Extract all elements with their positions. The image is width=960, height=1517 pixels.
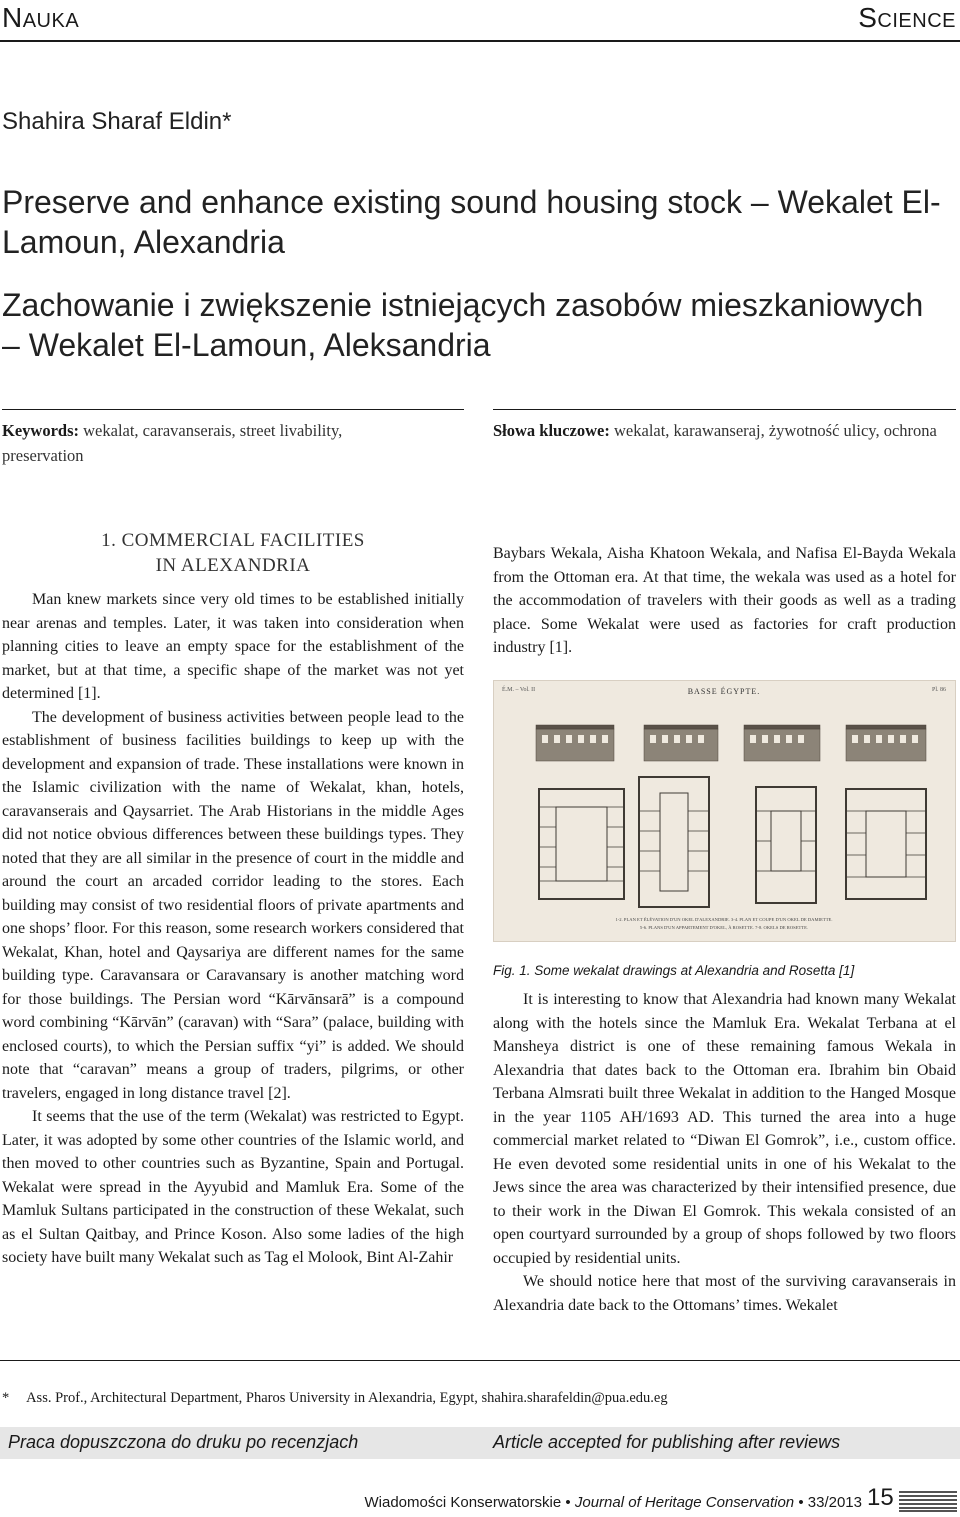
bullet-separator: • [565, 1494, 571, 1511]
figure-header-right: Pl. 86 [931, 687, 946, 693]
acceptance-note-english: Article accepted for publishing after reviews [493, 1432, 841, 1452]
footnote-text: Ass. Prof., Architectural Department, Pharos University in Alexandria, Egypt, shahira.sharafeldin@pua.edu.eg [26, 1390, 668, 1406]
section-label-nauka: Nauka [2, 2, 80, 33]
section-heading-line2: IN ALEXANDRIA [155, 555, 311, 576]
figure-bottom-caption-line2: 5-6. PLANS D'UN APPARTEMENT D'OKEL, À ROSETTE. 7-8. OKELS DE ROSETTE. [639, 925, 809, 930]
left-column [2, 588, 464, 1270]
keywords-rule-pl [493, 409, 956, 410]
paragraph: It is interesting to know that Alexandria had known many Wekalat along with the hotels since the Mamluk Era. Wekalat Terbana at el Mansheya district is one of these remaining famous Wekala in Alexandria that dates back to the Ottoman era. Ibrahim bin Obaid Terbana Almsrati built three Wekalat in addition to the Hanged Mosque in the year 1105 AH/1693 AD. This turned the area into a huge commercial market related to “Diwan El Gomrok”, i.e., custom office. He even devoted some residential units in one of his Wekalat to the Jews since the area was characterized by their intensified presence, due to their work in the Diwan El Gomrok. This wekala consisted of an open courtyard surrounded by a group of shops followed by two floors occupied by residential units. [493, 991, 956, 1267]
footnote-rule [0, 1360, 960, 1361]
right-column-bottom [493, 988, 956, 1317]
title-polish: Zachowanie i zwiększenie istniejących zasobów mieszkaniowych – Wekalet El-Lamoun, Aleksandria [2, 287, 924, 363]
section-heading [2, 528, 464, 578]
paragraph: Man knew markets since very old times to be established initially near arenas and temples. Later, it was taken into consideration when planning cities to leave an empty space for the establishment of the market, but at that time, a specific shape of the market was not yet determined [1]. [2, 591, 464, 702]
footnote-marker: * [2, 1390, 10, 1406]
keywords-polish [493, 418, 956, 443]
figure-header-left: É.M. – Vol. II [502, 687, 536, 693]
figure-header-center: BASSE ÉGYPTE. [687, 687, 761, 696]
bullet-separator: • [798, 1494, 804, 1511]
header-rule [0, 40, 960, 42]
keywords-label: Keywords: [2, 421, 79, 440]
journal-name-english: Journal of Heritage Conservation [574, 1494, 795, 1511]
decorative-lines-icon [899, 1490, 957, 1512]
right-column-top [493, 542, 956, 660]
footnote [2, 1390, 668, 1407]
section-label-science: Science [858, 2, 956, 33]
section-heading-line1: 1. COMMERCIAL FACILITIES [101, 530, 365, 551]
keywords-rule-en [2, 409, 464, 410]
keywords-text: wekalat, caravanserais, street livability, preservation [2, 421, 343, 465]
architectural-drawing-illustration [494, 681, 955, 941]
floor-plans [539, 777, 926, 907]
author-name: Shahira Sharaf Eldin* [2, 108, 232, 135]
plan-cells [539, 807, 926, 881]
keywords-text: wekalat, karawanseraj, żywotność ulicy, ochrona [614, 421, 937, 440]
figure-caption: Fig. 1. Some wekalat drawings at Alexandria and Rosetta [1] [493, 963, 855, 978]
keywords-label: Słowa kluczowe: [493, 421, 610, 440]
paragraph: The development of business activities between people lead to the establishment of business facilities buildings to keep up with the development and expansion of trade. These installations were known in the Islamic civilization with the name of Wekalat, khan, hotels, caravanserais and Qaysarriet. The Arab Historians in the middle Ages did not notice obvious differences between these buildings types. They noted that they are all similar in the presence of court in the middle and around the court an arcaded corridor leading to the stores. Each building may consist of two residential floors of private apartments and one shops’ floor. For this reason, some research workers considered that Wekalat, Khan, hotel and Qaysariya are different names for the same building type. Caravansara or Caravansary is another matching word for those buildings. The Persian word “Kārvānsarā” is a compound word combining “Kārvān” (caravan) with “Sara” (palace, building with enclosed courts), to which the Persian suffix “yi” is added. We should note that “caravan” means a group of traders, pilgrims, or other travelers, engaged in long distance travel [2]. [2, 708, 464, 1102]
page-number: 15 [867, 1484, 894, 1511]
figure-bottom-caption-line1: 1-2. PLAN ET ÉLÉVATION D'UN OKEL D'ALEXANDRIE. 3-4. PLAN ET COUPE D'UN OKEL DE DAMIETTE. [615, 917, 833, 922]
journal-footer [365, 1494, 863, 1511]
paragraph: Baybars Wekala, Aisha Khatoon Wekala, and Nafisa El-Bayda Wekala from the Ottoman era. At that time, the wekala was used as a hotel for the accommodation of travelers with their goods as well as a trading place. Some Wekalat were used as factories for craft production industry [1]. [493, 545, 956, 656]
journal-issue: 33/2013 [807, 1494, 862, 1511]
title-english: Preserve and enhance existing sound housing stock – Wekalet El-Lamoun, Alexandria [2, 184, 941, 260]
keywords-english [2, 418, 422, 468]
paragraph: We should notice here that most of the surviving caravanserais in Alexandria date back to the Ottomans’ times. Wekalet [493, 1273, 956, 1314]
figure-architectural-drawings [493, 680, 956, 942]
journal-name-polish: Wiadomości Konserwatorskie [364, 1494, 562, 1511]
acceptance-note-polish: Praca dopuszczona do druku po recenzjach [8, 1432, 359, 1452]
paragraph: It seems that the use of the term (Wekalat) was restricted to Egypt. Later, it was adopted by some other countries of the Islamic world, and then moved to other countries such as Byzantine, Spain and Portugal. Wekalat were spread in the Ayyubid and Mamluk Era. Some of the Mamluk Sultans participated in the construction of these Wekalat, such as el Sultan Qaitbay, and Prince Koson. Also some ladies of the high society have built many Wekalat such as Tag el Molook, Bint Al-Zahir [2, 1108, 464, 1266]
